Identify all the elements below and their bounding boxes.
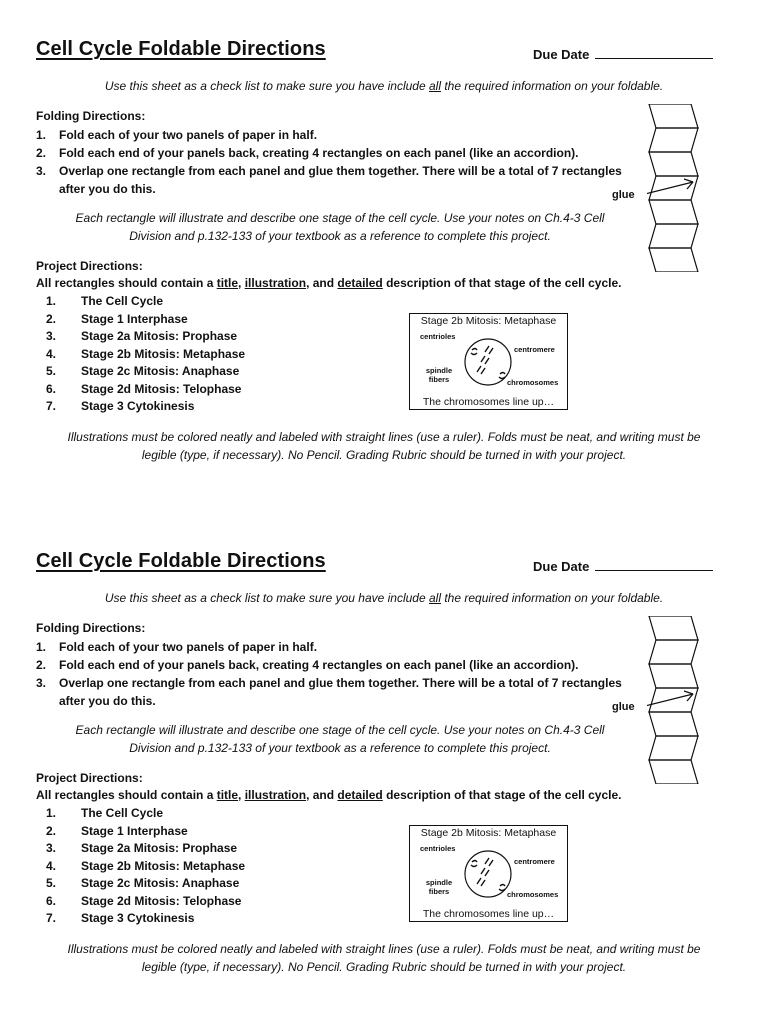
label-centromere: centromere	[514, 345, 555, 354]
folding-step: 2. Fold each end of your panels back, creating 4 rectangles on each panel (like an accordion).	[36, 146, 579, 160]
sheet-title: Cell Cycle Foldable Directions	[36, 38, 326, 60]
folding-step: 1. Fold each of your two panels of paper in half.	[36, 128, 318, 142]
folding-step: 3. Overlap one rectangle from each panel and glue them together. There will be a total of 7 rectangles after you do this.	[36, 164, 622, 196]
metaphase-example-box	[409, 825, 568, 922]
centriole	[471, 349, 477, 355]
metaphase-cell-illustration	[410, 314, 567, 409]
due-date-label: Due Date	[533, 47, 590, 62]
intro-text: Use this sheet as a check list to make sure you have include all the required information on your foldable.	[104, 591, 664, 605]
req-illustration: illustration	[244, 276, 307, 290]
stage-item: 6. Stage 2d Mitosis: Telophase	[46, 893, 242, 908]
stage-item: 2. Stage 1 Interphase	[46, 311, 188, 326]
stage-item: 1. The Cell Cycle	[46, 294, 164, 308]
label-centrioles: centrioles	[420, 332, 456, 341]
label-chromosomes: chromosomes	[507, 378, 559, 387]
stage-item: 7. Stage 3 Cytokinesis	[46, 911, 195, 925]
grading-note: Illustrations must be colored neatly and labeled with straight lines (use a ruler). Folds must be neat, and writing must be legible (type, if necessary). No Pencil. Grading Rubric should be turned in with your project.	[67, 942, 701, 974]
label-chromosomes: chromosomes	[507, 890, 559, 899]
centriole	[471, 861, 477, 867]
stage-item: 5. Stage 2c Mitosis: Anaphase	[46, 364, 240, 378]
stage-list	[46, 805, 245, 928]
folding-step: 3. Overlap one rectangle from each panel and glue them together. There will be a total of 7 rectangles after you do this.	[36, 676, 622, 708]
folding-step: 2. Fold each end of your panels back, creating 4 rectangles on each panel (like an accordion).	[36, 658, 579, 672]
example-title: Stage 2b Mitosis: Metaphase	[420, 827, 557, 839]
stage-note: Each rectangle will illustrate and describe one stage of the cell cycle. Use your notes on Ch.4-3 Cell Division and p.132-133 of your textbook as a reference to complete this project.	[75, 211, 605, 243]
stage-item: 1. The Cell Cycle	[46, 806, 164, 820]
folding-steps	[36, 638, 636, 710]
stage-item: 4. Stage 2b Mitosis: Metaphase	[46, 346, 246, 361]
stage-list	[46, 293, 245, 416]
stage-item: 6. Stage 2d Mitosis: Telophase	[46, 381, 242, 396]
req-detailed: detailed	[337, 276, 383, 290]
example-caption: The chromosomes line up…	[422, 908, 555, 920]
label-centrioles: centrioles	[420, 844, 456, 853]
folding-heading: Folding Directions:	[36, 621, 146, 635]
project-requirement: All rectangles should contain a title, illustration, and detailed description of that stage of the cell cycle.	[36, 276, 622, 290]
accordion-fold-diagram	[647, 104, 699, 272]
due-date-blank[interactable]	[595, 558, 713, 571]
due-date-label: Due Date	[533, 559, 590, 574]
grading-note: Illustrations must be colored neatly and labeled with straight lines (use a ruler). Folds must be neat, and writing must be legible (type, if necessary). No Pencil. Grading Rubric should be turned in with your project.	[67, 430, 701, 462]
glue-label: glue	[612, 189, 635, 201]
folding-steps	[36, 126, 636, 198]
req-title: title	[216, 788, 239, 802]
label-centromere: centromere	[514, 857, 555, 866]
stage-item: 3. Stage 2a Mitosis: Prophase	[46, 329, 238, 343]
intro-emphasis: all	[429, 591, 442, 605]
accordion-fold-diagram	[647, 616, 699, 784]
label-spindle-fibers: spindle fibers	[425, 366, 453, 384]
stage-item: 2. Stage 1 Interphase	[46, 823, 188, 838]
directions-sheet-bottom	[0, 512, 768, 1024]
metaphase-example-box	[409, 313, 568, 410]
req-title: title	[216, 276, 239, 290]
intro-text: Use this sheet as a check list to make sure you have include all the required information on your foldable.	[104, 79, 664, 93]
folding-step: 1. Fold each of your two panels of paper in half.	[36, 640, 318, 654]
req-detailed: detailed	[337, 788, 383, 802]
stage-item: 3. Stage 2a Mitosis: Prophase	[46, 841, 238, 855]
example-title: Stage 2b Mitosis: Metaphase	[420, 315, 557, 327]
centriole	[499, 373, 505, 379]
stage-note: Each rectangle will illustrate and describe one stage of the cell cycle. Use your notes on Ch.4-3 Cell Division and p.132-133 of your textbook as a reference to complete this project.	[75, 723, 605, 755]
project-requirement: All rectangles should contain a title, illustration, and detailed description of that stage of the cell cycle.	[36, 788, 622, 802]
project-heading: Project Directions:	[36, 259, 143, 273]
stage-item: 5. Stage 2c Mitosis: Anaphase	[46, 876, 240, 890]
centriole	[499, 885, 505, 891]
stage-item: 4. Stage 2b Mitosis: Metaphase	[46, 858, 246, 873]
project-heading: Project Directions:	[36, 771, 143, 785]
due-date	[533, 558, 713, 574]
due-date	[533, 46, 713, 62]
stage-item: 7. Stage 3 Cytokinesis	[46, 399, 195, 413]
metaphase-cell-illustration	[410, 826, 567, 921]
glue-label: glue	[612, 701, 635, 713]
example-caption: The chromosomes line up…	[422, 396, 555, 408]
intro-emphasis: all	[429, 79, 442, 93]
folding-heading: Folding Directions:	[36, 109, 146, 123]
label-spindle-fibers: spindle fibers	[425, 878, 453, 896]
due-date-blank[interactable]	[595, 46, 713, 59]
req-illustration: illustration	[244, 788, 307, 802]
sheet-title: Cell Cycle Foldable Directions	[36, 550, 326, 572]
